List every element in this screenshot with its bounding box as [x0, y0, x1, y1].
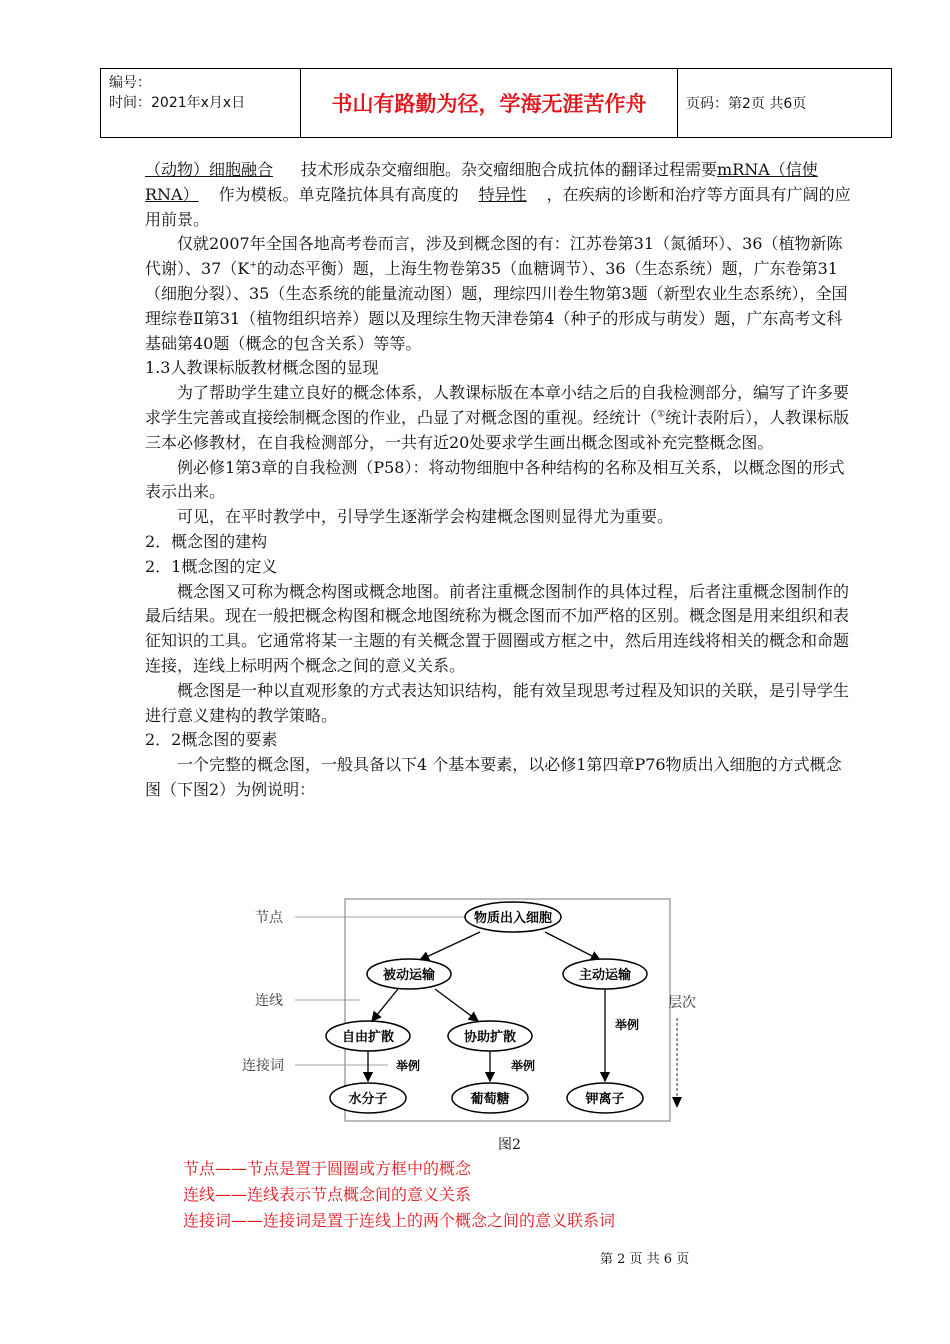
- blank-answer-2: mRNA（信使RNA）: [145, 160, 818, 204]
- heading-2-2: 2．2概念图的要素: [145, 730, 278, 750]
- label-node: 节点: [255, 910, 283, 926]
- text-run: 的动态平衡）题，上海生物卷第35（血糖调节）、36（生态系统）题，广东卷第31（细胞分裂）、35（生态系统的能量流动图）题，理综四川卷生物第3题（新型农业生态系统），全国理综卷Ⅱ第31（植物组织培养）题以及理综生物天津卷第4（种子的形成与萌发）题，广东高考文科基础第40题（概念的包含关系）等等。: [145, 259, 848, 353]
- paragraph-8: 一个完整的概念图，一般具备以下4 个基本要素，以必修1第四章P76物质出入细胞的方式概念图（下图2）为例说明：: [145, 755, 842, 799]
- text-run: 为了帮助学生建立良好的概念体系，人教课标版在本章小结之后的自我检测部分，编写了许多要求学生完善或直接绘制概念图的作业，凸显了对概念图的重视。经统计（: [145, 383, 850, 427]
- node-root-label: 物质出入细胞: [473, 911, 553, 926]
- text-run: 技术形成杂交瘤细胞。杂交瘤细胞合成抗体的翻译过程需要: [301, 160, 718, 179]
- node-active-label: 主动运输: [578, 968, 632, 983]
- link-word-active: 举例: [614, 1018, 640, 1032]
- heading-2-1: 2．1概念图的定义: [145, 556, 278, 576]
- note-link-word: 连接词——连接词是置于连线上的两个概念之间的意义联系词: [183, 1211, 616, 1230]
- link-word-facilitated: 举例: [510, 1059, 536, 1073]
- paragraph-2: [145, 232, 857, 356]
- superscript: +: [249, 260, 257, 271]
- node-potassium-label: 钾离子: [585, 1092, 625, 1107]
- edge-passive-facilitated: [435, 989, 478, 1021]
- paragraph-7: 概念图是一种以直观形象的方式表达知识结构，能有效呈现思考过程及知识的关联，是引导学生进行意义建构的教学策略。: [145, 680, 850, 725]
- text-run: ，在疾病的诊断和治疗等方面具有广阔的应用前景。: [145, 184, 851, 229]
- node-free-label: 自由扩散: [341, 1030, 395, 1045]
- paragraph-4: 例必修1第3章的自我检测（P58）：将动物细胞中各种结构的名称及相互关系，以概念图的形式表示出来。: [145, 457, 845, 502]
- note-node: 节点——节点是置于圆圈或方框中的概念: [183, 1159, 472, 1178]
- header-page-label: 页码：第2页 共6页: [686, 96, 807, 112]
- time-label: 时间：2021年x月x日: [109, 95, 246, 111]
- number-label: 编号：: [109, 75, 151, 91]
- node-facilitated-label: 协助扩散: [463, 1030, 517, 1045]
- edge-root-passive: [420, 932, 480, 960]
- paragraph-3: [145, 381, 857, 455]
- node-water-label: 水分子: [348, 1092, 388, 1107]
- text-run: 作为模板。单克隆抗体具有高度的: [218, 184, 459, 204]
- underline-gap: [199, 183, 219, 208]
- edge-passive-free: [372, 989, 398, 1021]
- paragraph-1: [145, 158, 857, 232]
- heading-2: 2．概念图的建构: [145, 531, 268, 551]
- figure-caption: 图2: [498, 1137, 521, 1153]
- underline-gap: [273, 158, 301, 183]
- underline-gap: [527, 183, 547, 208]
- label-line: 连线: [255, 993, 283, 1009]
- header-motto: 书山有路勤为径，学海无涯苦作舟: [301, 69, 678, 137]
- blank-answer-3: 特异性: [478, 184, 527, 204]
- paragraph-5: 可见，在平时教学中，引导学生逐渐学会构建概念图则显得尤为重要。: [177, 507, 674, 527]
- superscript: ①: [657, 409, 666, 420]
- underline-gap: [459, 183, 479, 208]
- concept-map-figure: [240, 893, 700, 1123]
- heading-1-3: 1.3人教课标版教材概念图的显现: [145, 358, 379, 378]
- edge-root-active: [545, 932, 600, 960]
- header-meta: [101, 69, 301, 137]
- page-footer: 第 2 页 共 6 页: [600, 1252, 690, 1267]
- label-link-word: 连接词: [242, 1058, 284, 1074]
- paragraph-6: 概念图又可称为概念构图或概念地图。前者注重概念图制作的具体过程，后者注重概念图制作的最后结果。现在一般把概念构图和概念地图统称为概念图而不加严格的区别。概念图是用来组织和表征知识的工具。它通常将某一主题的有关概念置于圆圈或方框之中，然后用连线将相关的概念和命题连接，连线上标明两个概念之间的意义关系。: [145, 581, 850, 675]
- page-header: [100, 68, 892, 138]
- note-line: 连线——连线表示节点概念间的意义关系: [183, 1185, 472, 1204]
- link-word-free: 举例: [395, 1059, 421, 1073]
- document-body: [145, 158, 857, 803]
- label-level: 层次: [668, 995, 696, 1011]
- text-run: 统计表附后），人教课标版三本必修教材，在自我检测部分，一共有近20处要求学生画出概念图或补充完整概念图。: [145, 407, 850, 452]
- concept-map-svg: [240, 893, 700, 1123]
- blank-answer-1: （动物）细胞融合: [145, 160, 274, 179]
- node-glucose-label: 葡萄糖: [470, 1092, 510, 1107]
- level-arrow-head: [672, 1097, 682, 1108]
- node-passive-label: 被动运输: [382, 968, 436, 983]
- text-run: 仅就2007年全国各地高考卷而言，涉及到概念图的有：江苏卷第31（氮循环）、36（植物新陈代谢）、37（K: [145, 234, 843, 279]
